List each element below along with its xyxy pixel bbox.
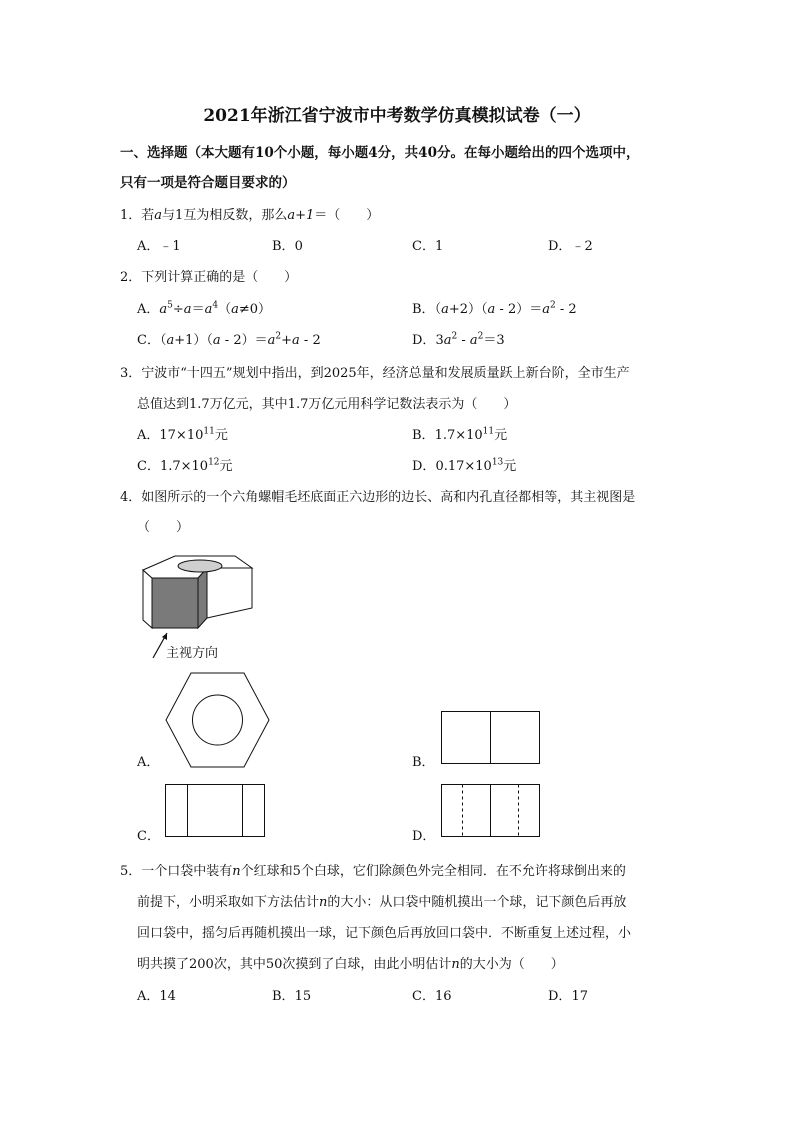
q2-option-b: B．$(a+2)(a - 2)=a^2 - 2$: [412, 300, 577, 317]
view-direction-label: 主视方向: [166, 646, 219, 661]
q1-text-pre: 1．若: [120, 208, 155, 223]
q4-option-b-figure: [441, 711, 541, 765]
q5-option-b: B．15: [272, 989, 312, 1004]
q5-option-a: A．14: [137, 989, 176, 1004]
q1-text-post: ＝（ ）: [314, 208, 380, 223]
nut-far-right-face: [207, 568, 252, 618]
q3-option-b: B．$1.7\times 10^{11}$元: [412, 426, 508, 443]
q1-option-a: A．﹣1: [137, 239, 181, 254]
q5-option-d: D．17: [548, 989, 588, 1004]
question-5-line1: 5．一个口袋中装有n个红球和5个白球，它们除颜色外完全相同．在不允许将球倒出来的: [120, 864, 626, 879]
q1-text-mid: 与1互为相反数，那么: [162, 208, 288, 223]
q3-option-d: D．$0.17\times 10^{13}$元: [412, 457, 517, 474]
q2-option-a: A．$a^5\div a=a^4(a\ne 0)$: [137, 300, 272, 317]
q3-option-a: A．$17\times 10^{11}$元: [137, 426, 228, 443]
question-4-line1: 4．如图所示的一个六角螺帽毛坯底面正六边形的边长、高和内孔直径都相等，其主视图是: [120, 490, 636, 505]
q4-option-d-figure: [441, 784, 541, 838]
q2-option-c: C．$(a+1)(a - 2)=a^2+a - 2$: [137, 331, 321, 348]
q4-option-c-figure: [165, 784, 266, 838]
question-4-line2: （ ）: [137, 520, 190, 535]
q4-option-a-figure: [165, 672, 270, 768]
q1-option-b: B．0: [272, 239, 303, 254]
question-5-line4: 明共摸了200次，其中50次摸到了白球，由此小明估计n的大小为（ ）: [137, 957, 564, 972]
q4-option-a-label: A．: [137, 755, 160, 770]
hex-nut-figure: [130, 548, 270, 638]
nut-left-face: [143, 570, 152, 628]
q4-option-c-label: C．: [137, 829, 160, 844]
nut-front-face: [152, 578, 198, 628]
q2-option-d: D．$3a^2 - a^2=3$: [412, 331, 505, 348]
question-3-line2: 总值达到1.7万亿元，其中1.7万亿元用科学记数法表示为（ ）: [137, 397, 517, 412]
q4-option-d-label: D．: [412, 829, 436, 844]
section-header-line1: 一、选择题（本大题有10个小题，每小题4分，共40分。在每小题给出的四个选项中，: [120, 145, 640, 161]
q1-var-a: a: [154, 208, 163, 223]
section-header-line2: 只有一项是符合题目要求的）: [120, 175, 296, 191]
question-3-line1: 3．宁波市“十四五”规划中指出，到2025年，经济总量和发展质量跃上新台阶，全市生产: [120, 366, 630, 381]
q1-option-d: D．﹣2: [548, 239, 593, 254]
question-5-line2: 前提下，小明采取如下方法估计n的大小：从口袋中随机摸出一个球，记下颜色后再放: [137, 895, 627, 910]
question-1: [120, 209, 379, 222]
q4-option-b-label: B．: [412, 755, 435, 770]
nut-hole: [178, 560, 222, 572]
page-title: 2021年浙江省宁波市中考数学仿真模拟试卷（一）: [203, 106, 591, 126]
question-2: 2．下列计算正确的是（ ）: [120, 270, 298, 285]
q1-option-c: C．1: [412, 239, 444, 254]
q5-option-c: C．16: [412, 989, 452, 1004]
question-5-line3: 回口袋中，摇匀后再随机摸出一球，记下颜色后再放回口袋中．不断重复上述过程，小: [137, 926, 632, 941]
q1-expr: a+1: [287, 208, 315, 223]
q3-option-c: C．$1.7\times 10^{12}$元: [137, 457, 233, 474]
